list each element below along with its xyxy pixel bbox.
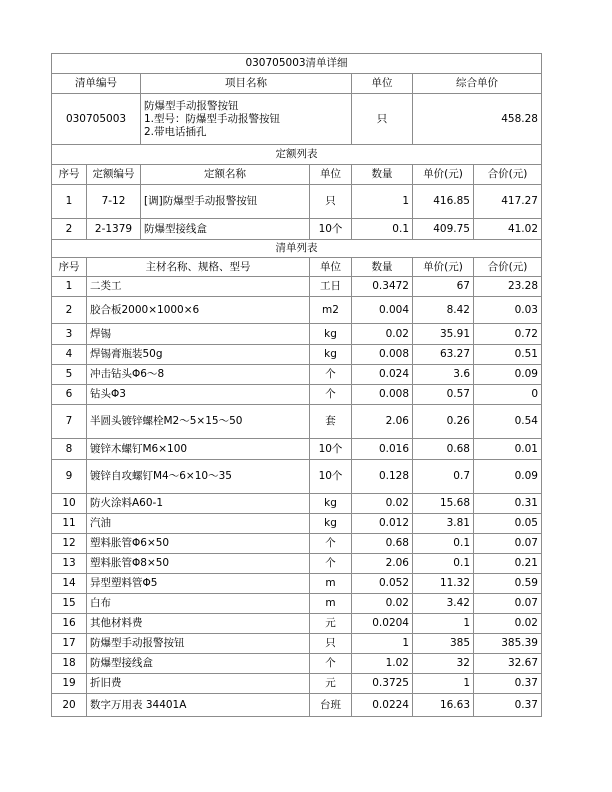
material-row [52, 594, 542, 614]
quota-code-header: 定额编号 [87, 165, 141, 185]
material-row [52, 439, 542, 460]
material-unit: m [310, 594, 352, 614]
material-row [52, 345, 542, 365]
material-unit: 个 [310, 365, 352, 385]
quota-qty: 1 [352, 185, 413, 219]
material-unit-price: 67 [413, 277, 474, 297]
material-qty: 0.02 [352, 494, 413, 514]
material-unit-price: 11.32 [413, 574, 474, 594]
material-qty: 0.052 [352, 574, 413, 594]
material-row [52, 634, 542, 654]
material-name: 半圆头镀锌螺栓M2～5×15～50 [87, 405, 310, 439]
material-unit-price: 15.68 [413, 494, 474, 514]
material-row [52, 654, 542, 674]
material-unit-header: 单位 [310, 258, 352, 277]
quota-code: 2-1379 [87, 219, 141, 240]
material-section-title: 清单列表 [52, 240, 542, 258]
material-header-row [52, 258, 542, 277]
table-title: 030705003清单详细 [52, 54, 542, 74]
material-total: 385.39 [474, 634, 542, 654]
material-unit: kg [310, 324, 352, 345]
material-unit: 个 [310, 554, 352, 574]
material-total: 0.37 [474, 674, 542, 694]
material-name: 镀锌自攻螺钉M4～6×10～35 [87, 460, 310, 494]
material-unit-price: 16.63 [413, 694, 474, 717]
material-total: 0.07 [474, 534, 542, 554]
material-unit-price: 385 [413, 634, 474, 654]
material-total: 0.21 [474, 554, 542, 574]
material-unit-price: 32 [413, 654, 474, 674]
material-unit-price: 3.81 [413, 514, 474, 534]
material-unit-price: 63.27 [413, 345, 474, 365]
material-name: 防爆型接线盒 [87, 654, 310, 674]
material-seq: 6 [52, 385, 87, 405]
material-qty: 0.0204 [352, 614, 413, 634]
material-name: 白布 [87, 594, 310, 614]
material-qty: 1.02 [352, 654, 413, 674]
quota-seq: 2 [52, 219, 87, 240]
quota-code: 7-12 [87, 185, 141, 219]
material-name: 异型塑料管Φ5 [87, 574, 310, 594]
material-name: 防爆型手动报警按钮 [87, 634, 310, 654]
material-seq: 5 [52, 365, 87, 385]
material-unit: kg [310, 514, 352, 534]
bill-name-header: 项目名称 [141, 74, 352, 94]
bill-header-row [52, 74, 542, 94]
material-total: 0.31 [474, 494, 542, 514]
material-row [52, 277, 542, 297]
material-row [52, 534, 542, 554]
material-unit-price: 3.6 [413, 365, 474, 385]
material-unit-price: 0.1 [413, 554, 474, 574]
material-unit: kg [310, 345, 352, 365]
material-row [52, 574, 542, 594]
quota-row [52, 219, 542, 240]
material-seq: 15 [52, 594, 87, 614]
material-seq: 9 [52, 460, 87, 494]
material-name: 二类工 [87, 277, 310, 297]
quota-section-title: 定额列表 [52, 145, 542, 165]
quota-qty: 0.1 [352, 219, 413, 240]
material-unit-price-header: 单价(元) [413, 258, 474, 277]
material-unit-price: 1 [413, 614, 474, 634]
material-seq: 3 [52, 324, 87, 345]
material-qty: 0.024 [352, 365, 413, 385]
material-row [52, 385, 542, 405]
material-qty: 0.0224 [352, 694, 413, 717]
quota-unit: 只 [310, 185, 352, 219]
material-row [52, 297, 542, 324]
quota-unit-price: 409.75 [413, 219, 474, 240]
quota-seq: 1 [52, 185, 87, 219]
material-qty: 0.3725 [352, 674, 413, 694]
quota-row [52, 185, 542, 219]
material-qty: 0.016 [352, 439, 413, 460]
material-qty: 0.008 [352, 345, 413, 365]
quota-name: 防爆型接线盒 [141, 219, 310, 240]
material-name: 冲击钻头Φ6～8 [87, 365, 310, 385]
material-unit: 台班 [310, 694, 352, 717]
bill-code-header: 清单编号 [52, 74, 141, 94]
material-name: 镀锌木螺钉M6×100 [87, 439, 310, 460]
material-seq: 4 [52, 345, 87, 365]
material-name: 防火涂料A60-1 [87, 494, 310, 514]
quota-unit-price-header: 单价(元) [413, 165, 474, 185]
material-seq: 11 [52, 514, 87, 534]
quota-unit: 10个 [310, 219, 352, 240]
material-row [52, 614, 542, 634]
material-unit-price: 35.91 [413, 324, 474, 345]
material-seq: 7 [52, 405, 87, 439]
material-total-header: 合价(元) [474, 258, 542, 277]
material-unit: 元 [310, 614, 352, 634]
material-unit: m [310, 574, 352, 594]
title-row [52, 54, 542, 74]
material-seq: 2 [52, 297, 87, 324]
material-row [52, 694, 542, 717]
material-unit-price: 0.57 [413, 385, 474, 405]
material-name: 塑料胀管Φ6×50 [87, 534, 310, 554]
material-section-row [52, 240, 542, 258]
material-total: 0.01 [474, 439, 542, 460]
material-seq: 17 [52, 634, 87, 654]
material-total: 0.05 [474, 514, 542, 534]
material-unit-price: 8.42 [413, 297, 474, 324]
material-unit: 个 [310, 385, 352, 405]
material-unit: kg [310, 494, 352, 514]
material-total: 0.02 [474, 614, 542, 634]
material-total: 0.59 [474, 574, 542, 594]
material-name: 焊锡 [87, 324, 310, 345]
material-seq: 14 [52, 574, 87, 594]
quota-unit-price: 416.85 [413, 185, 474, 219]
quota-qty-header: 数量 [352, 165, 413, 185]
material-unit: 个 [310, 534, 352, 554]
material-total: 32.67 [474, 654, 542, 674]
bill-detail-table [51, 53, 542, 717]
quota-seq-header: 序号 [52, 165, 87, 185]
material-total: 0.37 [474, 694, 542, 717]
material-total: 0.03 [474, 297, 542, 324]
material-seq: 10 [52, 494, 87, 514]
material-name: 汽油 [87, 514, 310, 534]
material-total: 0.72 [474, 324, 542, 345]
material-unit-price: 0.26 [413, 405, 474, 439]
material-name: 胶合板2000×1000×6 [87, 297, 310, 324]
material-total: 0.51 [474, 345, 542, 365]
material-unit-price: 0.7 [413, 460, 474, 494]
material-unit: m2 [310, 297, 352, 324]
material-row [52, 494, 542, 514]
quota-name-header: 定额名称 [141, 165, 310, 185]
material-seq: 19 [52, 674, 87, 694]
material-qty: 0.68 [352, 534, 413, 554]
material-unit: 元 [310, 674, 352, 694]
material-qty: 1 [352, 634, 413, 654]
material-row [52, 674, 542, 694]
material-row [52, 514, 542, 534]
material-seq: 8 [52, 439, 87, 460]
material-seq: 13 [52, 554, 87, 574]
quota-total: 417.27 [474, 185, 542, 219]
material-qty: 0.128 [352, 460, 413, 494]
material-name: 折旧费 [87, 674, 310, 694]
bill-price-header: 综合单价 [413, 74, 542, 94]
material-unit-price: 3.42 [413, 594, 474, 614]
material-qty: 2.06 [352, 554, 413, 574]
bill-name [141, 94, 352, 145]
material-unit-price: 0.1 [413, 534, 474, 554]
material-row [52, 554, 542, 574]
material-unit: 套 [310, 405, 352, 439]
bill-price: 458.28 [413, 94, 542, 145]
material-seq: 16 [52, 614, 87, 634]
material-name-header: 主材名称、规格、型号 [87, 258, 310, 277]
bill-unit: 只 [352, 94, 413, 145]
material-qty: 0.3472 [352, 277, 413, 297]
quota-name: [调]防爆型手动报警按钮 [141, 185, 310, 219]
material-seq: 1 [52, 277, 87, 297]
material-total: 0.09 [474, 365, 542, 385]
material-seq: 20 [52, 694, 87, 717]
material-unit: 只 [310, 634, 352, 654]
quota-total-header: 合价(元) [474, 165, 542, 185]
material-name: 塑料胀管Φ8×50 [87, 554, 310, 574]
material-qty: 0.008 [352, 385, 413, 405]
material-qty-header: 数量 [352, 258, 413, 277]
bill-name-line: 1.型号：防爆型手动报警按钮 [144, 112, 281, 125]
material-seq-header: 序号 [52, 258, 87, 277]
material-unit: 10个 [310, 460, 352, 494]
material-seq: 18 [52, 654, 87, 674]
material-name: 焊锡膏瓶装50g [87, 345, 310, 365]
material-row [52, 324, 542, 345]
material-total: 0.09 [474, 460, 542, 494]
quota-section-row [52, 145, 542, 165]
bill-item-row [52, 94, 542, 145]
bill-name-line: 2.带电话插孔 [144, 125, 207, 138]
bill-name-line: 防爆型手动报警按钮 [144, 99, 239, 112]
material-name: 数字万用表 34401A [87, 694, 310, 717]
material-qty: 0.02 [352, 324, 413, 345]
material-unit: 工日 [310, 277, 352, 297]
material-qty: 0.02 [352, 594, 413, 614]
material-unit: 个 [310, 654, 352, 674]
material-qty: 0.004 [352, 297, 413, 324]
material-total: 0 [474, 385, 542, 405]
bill-code: 030705003 [52, 94, 141, 145]
material-unit-price: 0.68 [413, 439, 474, 460]
material-row [52, 405, 542, 439]
material-row [52, 365, 542, 385]
material-total: 23.28 [474, 277, 542, 297]
material-qty: 2.06 [352, 405, 413, 439]
material-name: 钻头Φ3 [87, 385, 310, 405]
material-unit-price: 1 [413, 674, 474, 694]
material-row [52, 460, 542, 494]
quota-header-row [52, 165, 542, 185]
quota-unit-header: 单位 [310, 165, 352, 185]
quota-total: 41.02 [474, 219, 542, 240]
material-unit: 10个 [310, 439, 352, 460]
material-name: 其他材料费 [87, 614, 310, 634]
material-qty: 0.012 [352, 514, 413, 534]
material-seq: 12 [52, 534, 87, 554]
material-total: 0.54 [474, 405, 542, 439]
bill-unit-header: 单位 [352, 74, 413, 94]
material-total: 0.07 [474, 594, 542, 614]
